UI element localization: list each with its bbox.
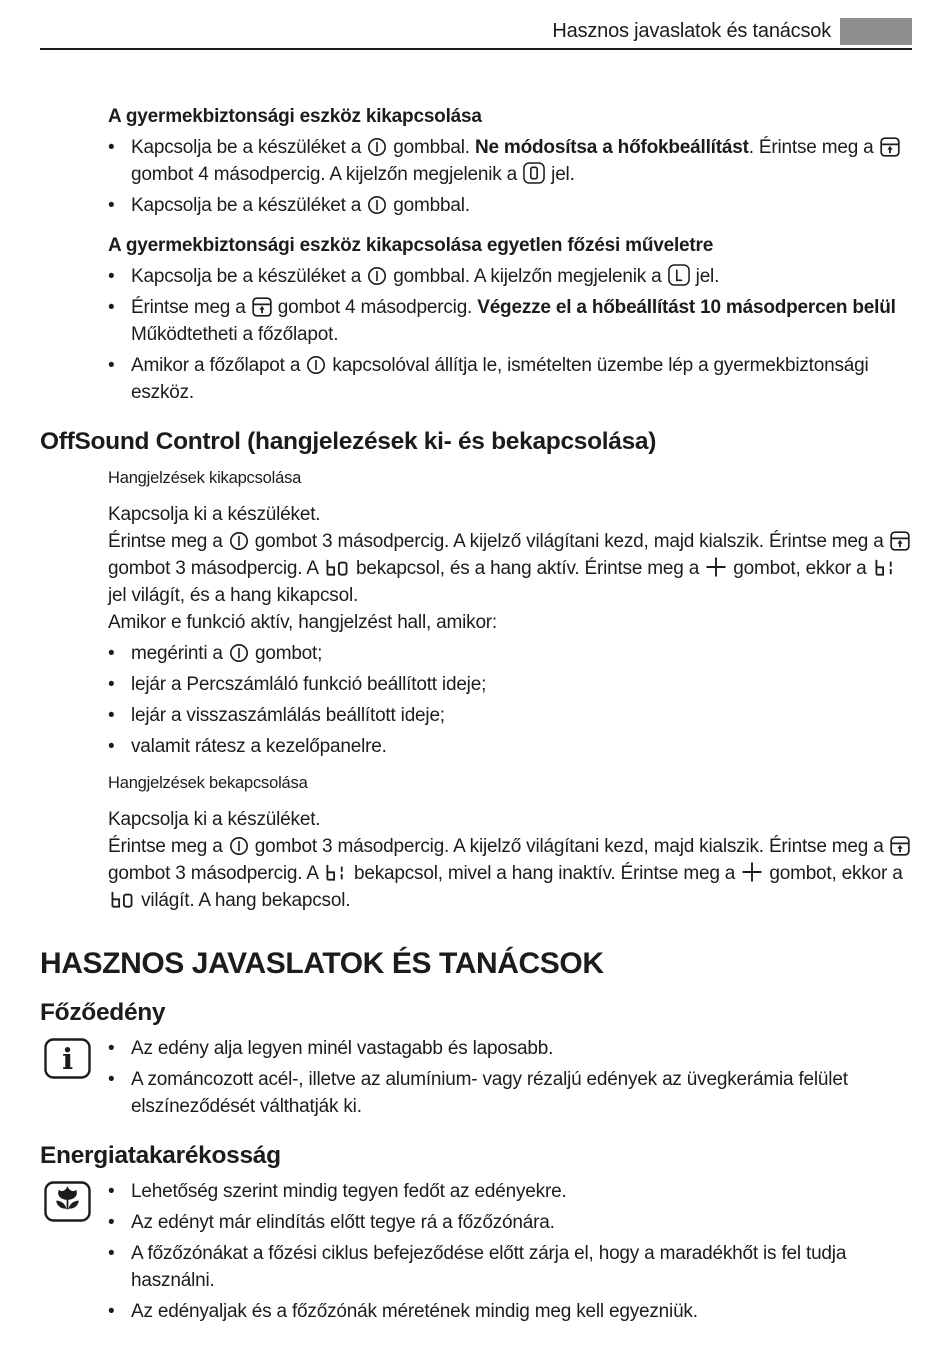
text-run: valamit rátesz a kezelőpanelre.: [131, 736, 387, 757]
text-run: megérinti a: [131, 643, 228, 664]
text-run: gombot 4 másodpercig. A kijelzőn megjelenik a: [131, 164, 523, 185]
paragraph: [108, 501, 912, 528]
text-run: gombbal. A kijelzőn megjelenik a: [388, 266, 667, 287]
power-icon: [228, 643, 250, 663]
bullet-marker: •: [108, 1069, 115, 1090]
text-run: A zománcozott acél-, illetve az alumínium- vagy rézaljú edények az üvegkerámia felület elszíneződését válthatják ki.: [131, 1069, 848, 1117]
bullet-item: [108, 1066, 912, 1120]
bullet-text: [131, 134, 912, 188]
bullet-item: [108, 1035, 912, 1062]
bullet-marker: •: [108, 674, 115, 695]
bullet-item: [108, 702, 912, 729]
svg-text:i: i: [62, 1042, 73, 1076]
text-run: Lehetőség szerint mindig tegyen fedőt az edényekre.: [131, 1181, 567, 1202]
text-run: Érintse meg a: [108, 836, 228, 857]
section-heading: OffSound Control (hangjelezések ki- és bekapcsolása): [40, 428, 657, 455]
page-header: [40, 0, 912, 50]
subsection-heading: A gyermekbiztonsági eszköz kikapcsolása egyetlen főzési műveletre: [108, 235, 714, 256]
bullet-text: [131, 671, 912, 698]
bullet-item: [108, 733, 912, 760]
text-run: Kapcsolja be a készüléket a: [131, 137, 367, 158]
text-run: Kapcsolja ki a készüléket.: [108, 809, 321, 830]
power-icon: [305, 355, 327, 375]
bullet-item: [108, 352, 912, 406]
display-l-icon: [667, 264, 691, 286]
bullet-item: [108, 1240, 912, 1294]
procedure-label: Hangjelzések kikapcsolása: [108, 469, 302, 487]
sound-off-display-icon: [872, 557, 898, 578]
icon-bullet-block: [40, 1035, 912, 1120]
text-run: kapcsolóval állítja le, ismételten üzembe lép a gyermekbiztonsági eszköz.: [131, 355, 869, 403]
section-heading: Energiatakarékosság: [40, 1142, 281, 1169]
text-run: gombot 3 másodpercig. A: [108, 558, 323, 579]
text-run: gombot;: [249, 643, 323, 664]
bold-text-run: Végezze el a hőbeállítást 10 másodpercen belül: [477, 297, 896, 318]
text-run: gombot, ekkor a: [764, 863, 903, 884]
lock-icon: [879, 137, 901, 157]
bold-text-run: Ne módosítsa a hőfokbeállítást: [474, 137, 749, 158]
bullet-marker: •: [108, 195, 115, 216]
text-run: lejár a visszaszámlálás beállított ideje;: [131, 705, 445, 726]
text-run: bekapcsol, mivel a hang inaktív. Érintse meg a: [348, 863, 741, 884]
bullet-item: [108, 640, 912, 667]
lock-icon: [251, 297, 273, 317]
bullet-text: [131, 1209, 912, 1236]
bullet-text: [131, 1066, 912, 1120]
text-run: Az edényt már elindítás előtt tegye rá a főzőzónára.: [131, 1212, 555, 1233]
text-run: jel.: [546, 164, 575, 185]
bullet-text: [131, 294, 912, 348]
power-icon: [228, 531, 250, 551]
bullet-text: [131, 1298, 912, 1325]
bullet-marker: •: [108, 355, 115, 376]
text-run: Érintse meg a: [108, 531, 228, 552]
bullet-marker: •: [108, 1243, 115, 1264]
power-icon: [366, 195, 388, 215]
power-icon: [366, 266, 388, 286]
text-run: Kapcsolja be a készüléket a: [131, 195, 367, 216]
text-run: Amikor a főzőlapot a: [131, 355, 306, 376]
plus-icon: [704, 556, 728, 578]
bullet-list: [108, 640, 912, 760]
bullet-item: [108, 1209, 912, 1236]
section-heading: Főzőedény: [40, 999, 166, 1026]
bullet-list: [108, 263, 912, 406]
text-run: Az edényaljak és a főzőzónák méretének mindig meg kell egyezniük.: [131, 1301, 698, 1322]
bullet-marker: •: [108, 705, 115, 726]
text-run: Kapcsolja ki a készüléket.: [108, 504, 321, 525]
procedure-label: Hangjelzések bekapcsolása: [108, 774, 308, 792]
bullet-list: [108, 1178, 912, 1325]
bullet-item: [108, 294, 912, 348]
bullet-marker: •: [108, 736, 115, 757]
bullet-text: [131, 1178, 912, 1205]
bullet-item: [108, 1298, 912, 1325]
bullet-marker: •: [108, 1212, 115, 1233]
bullet-marker: •: [108, 266, 115, 287]
bullet-marker: •: [108, 297, 115, 318]
bullet-text: [131, 352, 912, 406]
bullet-item: [108, 671, 912, 698]
document-content: [40, 50, 912, 1325]
sound-on-display-icon: [323, 557, 351, 578]
text-run: A főzőzónákat a főzési ciklus befejeződése előtt zárja el, hogy a maradékhőt is fel tudja használni.: [131, 1243, 847, 1291]
chapter-heading: HASZNOS JAVASLATOK ÉS TANÁCSOK: [40, 947, 604, 980]
paragraph: [108, 833, 912, 914]
text-run: jel világít, és a hang kikapcsol.: [108, 585, 359, 606]
text-run: gombbal.: [388, 137, 475, 158]
bullet-marker: •: [108, 137, 115, 158]
bullet-marker: •: [108, 643, 115, 664]
bullet-marker: •: [108, 1038, 115, 1059]
sound-on-display-icon: [108, 889, 136, 910]
bullet-text: [131, 640, 912, 667]
text-run: gombot 4 másodpercig.: [272, 297, 478, 318]
paragraph: [108, 609, 912, 636]
running-header-title: Hasznos javaslatok és tanácsok: [552, 20, 831, 42]
text-run: gombot 3 másodpercig. A: [108, 863, 323, 884]
paragraph: [108, 806, 912, 833]
power-icon: [228, 836, 250, 856]
text-run: gombbal.: [388, 195, 470, 216]
page-number-box: [840, 18, 912, 45]
bullet-text: [131, 263, 912, 290]
text-run: gombot, ekkor a: [728, 558, 872, 579]
power-icon: [366, 137, 388, 157]
text-run: . Érintse meg a: [748, 137, 879, 158]
bullet-text: [131, 1240, 912, 1294]
bullet-list: [108, 134, 912, 219]
sound-off-display-icon: [323, 862, 349, 883]
subsection-heading: A gyermekbiztonsági eszköz kikapcsolása: [108, 106, 482, 127]
bullet-text: [131, 702, 912, 729]
lock-icon: [889, 531, 911, 551]
text-run: Működtetheti a főzőlapot.: [131, 324, 339, 345]
bullet-item: [108, 134, 912, 188]
bullet-text: [131, 733, 912, 760]
bullet-marker: •: [108, 1181, 115, 1202]
text-run: jel.: [690, 266, 720, 287]
text-run: lejár a Percszámláló funkció beállított ideje;: [131, 674, 487, 695]
eco-icon: [44, 1181, 91, 1222]
text-run: Amikor e funkció aktív, hangjelzést hall, amikor:: [108, 612, 498, 633]
info-icon: [44, 1038, 91, 1079]
text-run: világít. A hang bekapcsol.: [136, 890, 351, 911]
text-run: Érintse meg a: [131, 297, 251, 318]
bullet-text: [131, 1035, 912, 1062]
bullet-list: [108, 1035, 912, 1120]
bullet-item: [108, 1178, 912, 1205]
bullet-item: [108, 192, 912, 219]
bullet-item: [108, 263, 912, 290]
display-0-icon: [522, 162, 546, 184]
plus-icon: [740, 861, 764, 883]
lock-icon: [889, 836, 911, 856]
icon-bullet-block: [40, 1178, 912, 1325]
text-run: Az edény alja legyen minél vastagabb és laposabb.: [131, 1038, 554, 1059]
text-run: gombot 3 másodpercig. A kijelző világítani kezd, majd kialszik. Érintse meg a: [249, 836, 889, 857]
bullet-marker: •: [108, 1301, 115, 1322]
text-run: bekapcsol, és a hang aktív. Érintse meg a: [350, 558, 705, 579]
text-run: gombot 3 másodpercig. A kijelző világítani kezd, majd kialszik. Érintse meg a: [249, 531, 889, 552]
paragraph: [108, 528, 912, 609]
bullet-text: [131, 192, 912, 219]
text-run: Kapcsolja be a készüléket a: [131, 266, 367, 287]
